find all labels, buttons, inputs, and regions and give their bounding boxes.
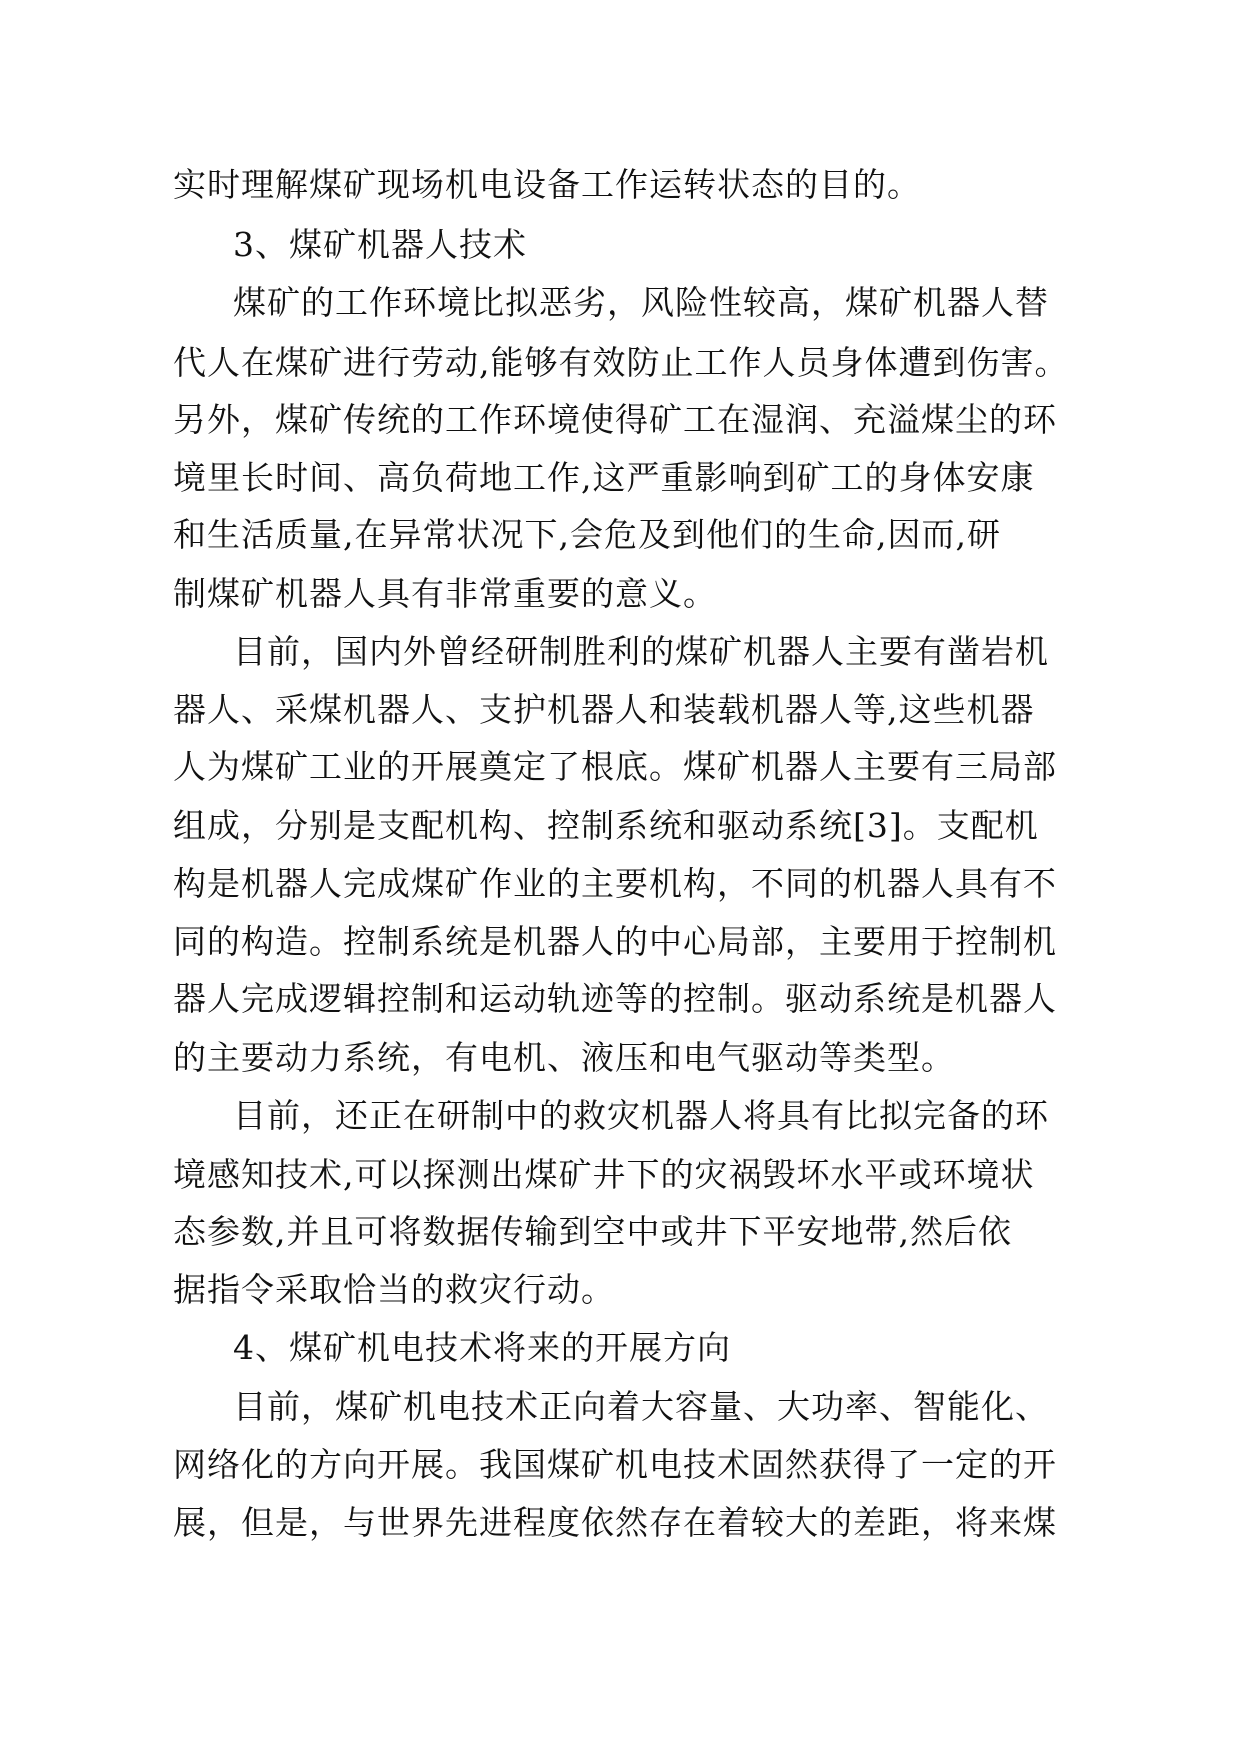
text-line: 目前，还正在研制中的救灾机器人将具有比拟完备的环 <box>233 1096 1049 1135</box>
text-line: 另外，煤矿传统的工作环境使得矿工在湿润、充溢煤尘的环 <box>173 400 1057 439</box>
text-line: 制煤矿机器人具有非常重要的意义。 <box>173 574 717 613</box>
text-line: 境里长时间、高负荷地工作,这严重影响到矿工的身体安康 <box>173 458 1035 497</box>
text-line: 人为煤矿工业的开展奠定了根底。煤矿机器人主要有三局部 <box>173 747 1057 786</box>
text-line: 煤矿的工作环境比拟恶劣，风险性较高，煤矿机器人替 <box>233 283 1049 322</box>
text-line: 的主要动力系统，有电机、液压和电气驱动等类型。 <box>173 1038 955 1077</box>
text-line: 同的构造。控制系统是机器人的中心局部，主要用于控制机 <box>173 922 1057 961</box>
text-line: 实时理解煤矿现场机电设备工作运转状态的目的。 <box>173 165 921 204</box>
text-line: 网络化的方向开展。我国煤矿机电技术固然获得了一定的开 <box>173 1445 1057 1484</box>
text-line: 据指令采取恰当的救灾行动。 <box>173 1270 615 1309</box>
text-line: 目前，国内外曾经研制胜利的煤矿机器人主要有凿岩机 <box>233 632 1049 671</box>
text-line: 境感知技术,可以探测出煤矿井下的灾祸毁坏水平或环境状 <box>173 1155 1035 1194</box>
text-line: 器人完成逻辑控制和运动轨迹等的控制。驱动系统是机器人 <box>173 979 1057 1018</box>
text-line: 和生活质量,在异常状况下,会危及到他们的生命,因而,研 <box>173 515 1001 554</box>
text-line: 构是机器人完成煤矿作业的主要机构，不同的机器人具有不 <box>173 864 1057 903</box>
text-line: 代人在煤矿进行劳动,能够有效防止工作人员身体遭到伤害。 <box>173 343 1069 382</box>
text-line: 目前，煤矿机电技术正向着大容量、大功率、智能化、 <box>233 1387 1049 1426</box>
text-line: 组成，分别是支配机构、控制系统和驱动系统[3]。支配机 <box>173 806 1039 845</box>
section-heading-3: 3、煤矿机器人技术 <box>233 225 527 264</box>
text-line: 器人、采煤机器人、支护机器人和装载机器人等,这些机器 <box>173 690 1035 729</box>
text-line: 态参数,并且可将数据传输到空中或井下平安地带,然后依 <box>173 1212 1012 1251</box>
text-line: 展，但是，与世界先进程度依然存在着较大的差距，将来煤 <box>173 1503 1057 1542</box>
section-heading-4: 4、煤矿机电技术将来的开展方向 <box>233 1328 731 1367</box>
